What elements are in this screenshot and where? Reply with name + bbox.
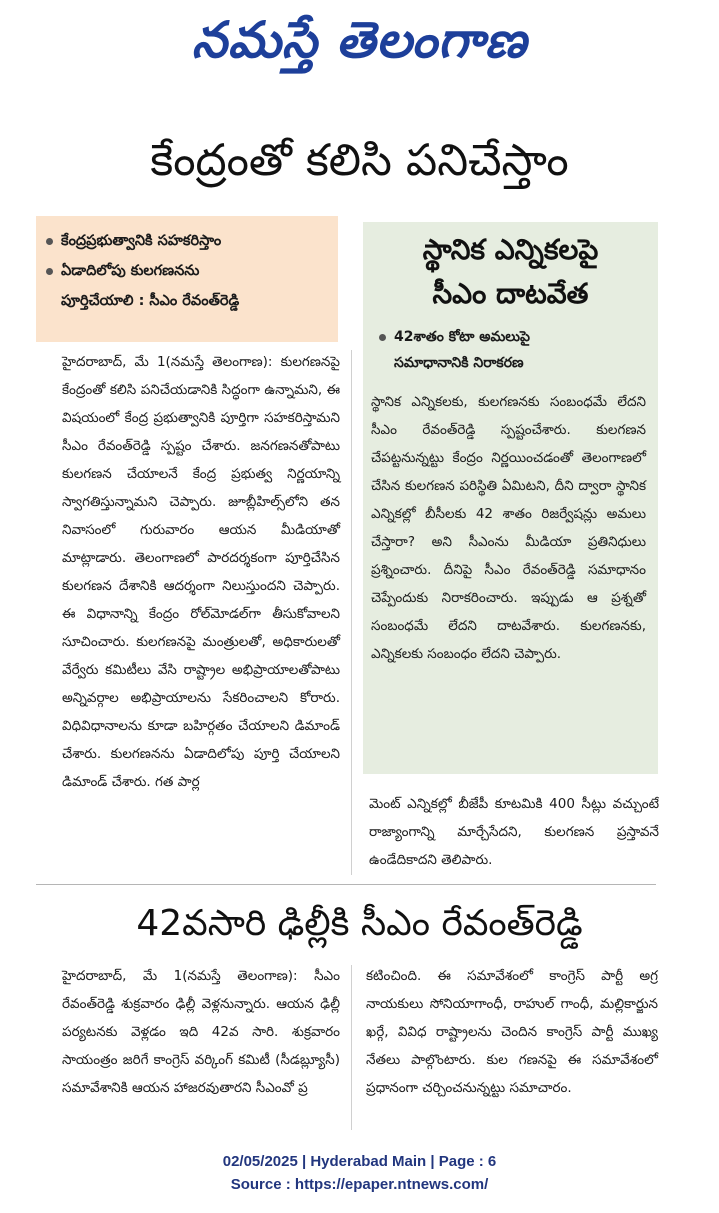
section-divider <box>36 884 656 885</box>
sidebar-body: స్థానిక ఎన్నికలకు, కులగణనకు సంబంధమే లేదని సీఎం రేవంత్‌రెడ్డి స్పష్టంచేశారు. కులగణన చేపట్టనున్నట్టు కేంద్రం నిర్ణయించడంతో తెలంగాణలో చేసిన కులగణన పరిస్థితి ఏమిటని, దీని ద్వారా స్థానిక ఎన్నికల్లో బీసీలకు 42 శాతం రిజర్వేషన్లు అమలు చేస్తారా? అని సీఎంను మీడియా ప్రతినిధులు ప్రశ్నించారు. దీనిపై సీఎం రేవంత్‌రెడ్డి సమాధానం చెప్పేందుకు నిరాకరించారు. ఇప్పుడు ఆ ప్రశ్నతో సంబంధమే లేదని దాటవేశారు. కులగణనకు, ఎన్నికలకు సంబంధం లేదని చెప్పారు. <box>371 394 646 662</box>
deck-item-text: ఏడాదిలోపు కులగణనను <box>61 263 200 279</box>
second-story-left-column: హైదరాబాద్, మే 1(నమస్తే తెలంగాణ): సీఎం రేవంత్‌రెడ్డి శుక్రవారం ఢిల్లీ వెళ్లనున్నారు. ఆయన ఢిల్లీ పర్యటనకు వెళ్లడం ఇది 42వ సారి. శుక్రవారం సాయంత్రం జరిగే కాంగ్రెస్ వర్కింగ్ కమిటీ (సీడబ్ల్యూసీ) సమావేశానికి ఆయన హాజరవుతారని సీఎంవో ప్ర <box>62 968 340 1096</box>
bullet-icon <box>46 268 53 275</box>
sidebar-deck-line: సమాధానానికి నిరాకరణ <box>394 355 524 371</box>
main-story-continuation: మెంట్ ఎన్నికల్లో బీజేపీ కూటమికి 400 సీట్లు వచ్చుంటే రాజ్యాంగాన్ని మార్చేసేదని, కులగణన ప్రస్తావనే ఉండేదికాదని తెలిపారు. <box>369 796 659 868</box>
main-story-body: హైదరాబాద్, మే 1(నమస్తే తెలంగాణ): కులగణనపై కేంద్రంతో కలిసి పనిచేయడానికి సిద్ధంగా ఉన్నామని, ఈ విషయంలో కేంద్ర ప్రభుత్వానికి పూర్తిగా సహకరిస్తామని సీఎం రేవంత్‌రెడ్డి స్పష్టం చేశారు. జనగణనతోపాటు కులగణన చేయాలనే కేంద్ర ప్రభుత్వ నిర్ణయాన్ని స్వాగతిస్తున్నామని చెప్పారు. జూబ్లీహిల్స్‌లోని తన నివాసంలో గురువారం ఆయన మీడియాతో మాట్లాడారు. తెలంగాణలో పారదర్శకంగా పూర్తిచేసిన కులగణన దేశానికి ఆదర్శంగా నిలుస్తుందని చెప్పారు. ఈ విధానాన్ని కేంద్రం రోల్‌మోడల్‌గా తీసుకోవాలని సూచించారు. కులగణనపై మంత్రులతో, అధికారులతో వేర్వేరు కమిటీలు వేసి రాష్ట్రాల అభిప్రాయాలతోపాటు అన్నివర్గాల అభిప్రాయాలను సేకరించాలని కోరారు. విధివిధానాలను కూడా బహిర్గతం చేయాలని డిమాండ్ చేశారు. కులగణనను ఏడాదిలోపు పూర్తి చేయాలని డిమాండ్ చేశారు. గత పార్ల <box>62 354 340 790</box>
second-headline: 42వసారి ఢిల్లీకి సీఎం రేవంత్‌రెడ్డి <box>136 903 583 944</box>
footer-source-link[interactable]: Source : https://epaper.ntnews.com/ <box>230 1176 489 1193</box>
deck-item-text: కేంద్రప్రభుత్వానికి సహకరిస్తాం <box>61 233 222 249</box>
deck-item-continuation: పూర్తిచేయాలి : సీఎం రేవంత్‌రెడ్డి <box>61 293 240 309</box>
masthead-logo: నమస్తే తెలంగాణ <box>191 11 528 69</box>
bullet-icon <box>379 334 386 341</box>
page-footer <box>0 1150 719 1196</box>
column-divider <box>351 965 352 1130</box>
sidebar-title-line: సీఎం దాటవేత <box>432 277 589 310</box>
sidebar-box <box>363 222 658 774</box>
sidebar-title-line: స్థానిక ఎన్నికలపై <box>422 233 599 266</box>
main-headline: కేంద్రంతో కలిసి పనిచేస్తాం <box>150 135 569 186</box>
main-story-deck <box>36 216 338 342</box>
sidebar-deck-text: 42శాతం కోటా అమలుపై <box>394 329 530 345</box>
deck-item <box>46 256 330 286</box>
sidebar-deck-line <box>379 324 648 350</box>
sidebar-title <box>363 228 658 316</box>
footer-edition-info: 02/05/2025 | Hyderabad Main | Page : 6 <box>222 1153 497 1170</box>
deck-item <box>46 226 330 256</box>
bullet-icon <box>46 238 53 245</box>
second-story-right-column: కటించింది. ఈ సమావేశంలో కాంగ్రెస్ పార్టీ అగ్ర నాయకులు సోనియాగాంధీ, రాహుల్ గాంధీ, మల్లికార్జున ఖర్గే, వివిధ రాష్ట్రాలను చెందిన కాంగ్రెస్ పార్టీ ముఖ్య నేతలు పాల్గొంటారు. కుల గణనపై ఈ సమావేశంలో ప్రధానంగా చర్చించనున్నట్టు సమాచారం. <box>366 968 658 1096</box>
sidebar-deck <box>379 324 648 376</box>
column-divider <box>351 350 352 875</box>
